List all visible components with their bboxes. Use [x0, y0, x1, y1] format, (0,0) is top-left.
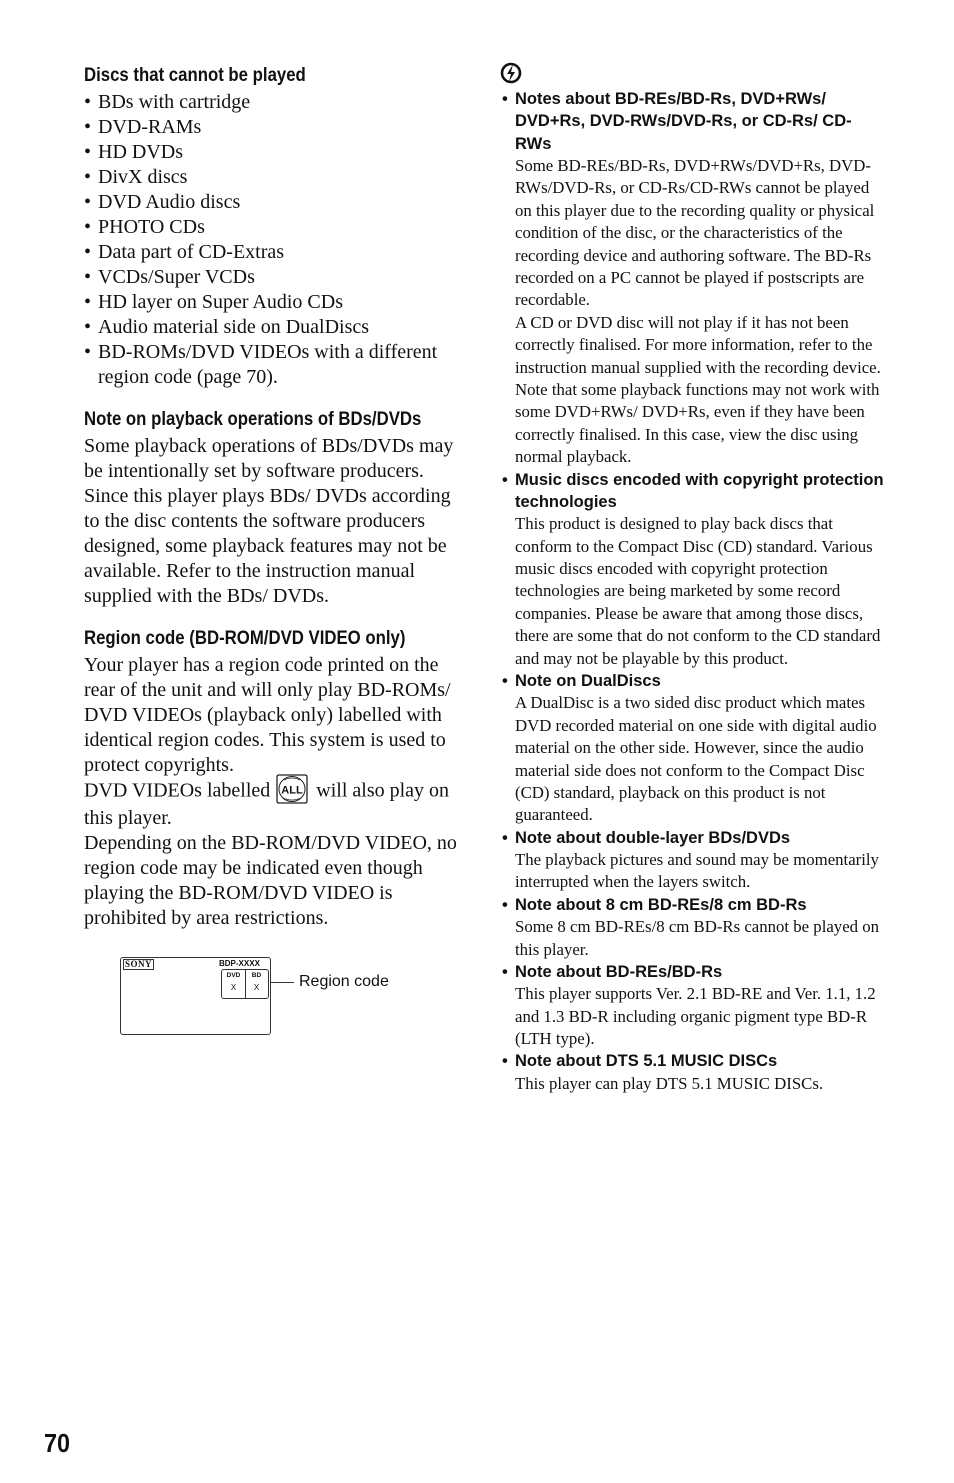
list-item: • PHOTO CDs — [84, 216, 205, 238]
player-rear-panel — [120, 957, 271, 1035]
note-bd-re-bd-r: • Note about BD-REs/BD-Rs This player supports Ver. 2.1 BD-RE and Ver. 1.1, 1.2 and 1.3 BD-R including organic pigment type BD-R (LTH type). — [502, 962, 876, 1049]
note-copy-protected-music: • Music discs encoded with copyright protection technologies This product is designed to play back discs that conform to the Compact Disc (CD) standard. Various music discs encoded with copyright protection technologies are being marketed by some record companies. Please be aware that among those discs, there are some that do not conform to the CD standard and may not be playable by this product. — [502, 470, 884, 668]
callout-line — [270, 982, 294, 983]
region-paragraph-3: Depending on the BD-ROM/DVD VIDEO, no region code may be indicated even though playing the BD-ROM/DVD VIDEO is prohibited by area restrictions. — [84, 832, 457, 929]
region-code-diagram — [84, 957, 470, 1039]
model-label: BDP-XXXX — [219, 959, 260, 968]
playback-heading: Note on playback operations of BDs/DVDs — [84, 408, 422, 430]
region-code-callout: Region code — [299, 973, 389, 990]
note-8cm-discs: • Note about 8 cm BD-REs/8 cm BD-Rs Some 8 cm BD-REs/8 cm BD-Rs cannot be played on this player. — [502, 895, 880, 959]
region-all-logo-icon — [274, 772, 310, 806]
list-item: • HD layer on Super Audio CDs — [84, 291, 343, 313]
dvd-region-cell: DVD X — [226, 972, 241, 992]
region-code-box — [221, 969, 269, 999]
list-item: • DVD-RAMs — [84, 116, 202, 138]
section-playback-operations — [84, 406, 470, 609]
list-item: • DVD Audio discs — [84, 191, 241, 213]
note-double-layer: • Note about double-layer BDs/DVDs The playback pictures and sound may be momentarily interrupted when the layers switch. — [502, 828, 879, 892]
section-discs-cannot-play — [84, 62, 470, 390]
note-dualdiscs: • Note on DualDiscs A DualDisc is a two sided disc product which mates DVD recorded material on one side with digital audio material on the other side. However, since the audio material side does not conform to the Compact Disc (CD) standard, playback on this product is not guaranteed. — [502, 672, 877, 825]
region-paragraph-2: DVD VIDEOs labelled ALL will also play on this player. — [84, 778, 470, 831]
bd-region-cell: BD X — [251, 972, 262, 992]
page-number: 70 — [44, 1428, 71, 1458]
right-column — [500, 62, 884, 1095]
list-item: • BD-ROMs/DVD VIDEOs with a different region code (page 70). — [84, 341, 438, 388]
list-item: • BDs with cartridge — [84, 91, 251, 113]
list-item: • Data part of CD-Extras — [84, 241, 285, 263]
svg-text:ALL: ALL — [281, 784, 303, 797]
brand-logo: SONY — [125, 959, 153, 969]
region-heading: Region code (BD-ROM/DVD VIDEO only) — [84, 627, 406, 649]
note-dts-music-discs: • Note about DTS 5.1 MUSIC DISCs This player can play DTS 5.1 MUSIC DISCs. — [502, 1052, 824, 1093]
list-item: • HD DVDs — [84, 141, 183, 163]
left-column — [84, 62, 470, 1039]
list-item: • DivX discs — [84, 166, 188, 188]
region-paragraph-1: Your player has a region code printed on the rear of the unit and will only play BD-ROMs/ DVD VIDEOs (playback only) labelled with identical region codes. This system is used to protect copyrights. — [84, 654, 451, 776]
discs-heading: Discs that cannot be played — [84, 64, 306, 86]
discs-list — [84, 90, 470, 390]
playback-paragraph: Some playback operations of BDs/DVDs may be intentionally set by software producers. Since this player plays BDs/ DVDs according to the disc contents the software producers designed, some playback features may not be available. Refer to the instruction manual supplied with the BDs/ DVDs. — [84, 435, 454, 607]
list-item: • VCDs/Super VCDs — [84, 266, 255, 288]
section-region-code — [84, 625, 470, 931]
note-recordable-discs: • Notes about BD-REs/BD-Rs, DVD+RWs/ DVD+Rs, DVD-RWs/DVD-Rs, or CD-Rs/ CD-RWs Some BD-REs/BD-Rs, DVD+RWs/DVD+Rs, DVD-RWs/DVD-Rs, or CD-Rs/CD-RWs cannot be played on this player due to the recording quality or physical condition of the disc, or the characteristics of the recording device and authoring software. The BD-Rs recorded on a PC cannot be played if postscripts are recordable. A CD or DVD disc will not play if it has not been correctly finalised. For more information, refer to the instruction manual supplied with the recording device. Note that some playback functions may not work with some DVD+RWs/ DVD+Rs, even if they have been correctly finalised. In this case, view the disc using normal playback. — [502, 90, 881, 467]
hint-icon — [500, 62, 522, 84]
list-item: • Audio material side on DualDiscs — [84, 316, 370, 338]
